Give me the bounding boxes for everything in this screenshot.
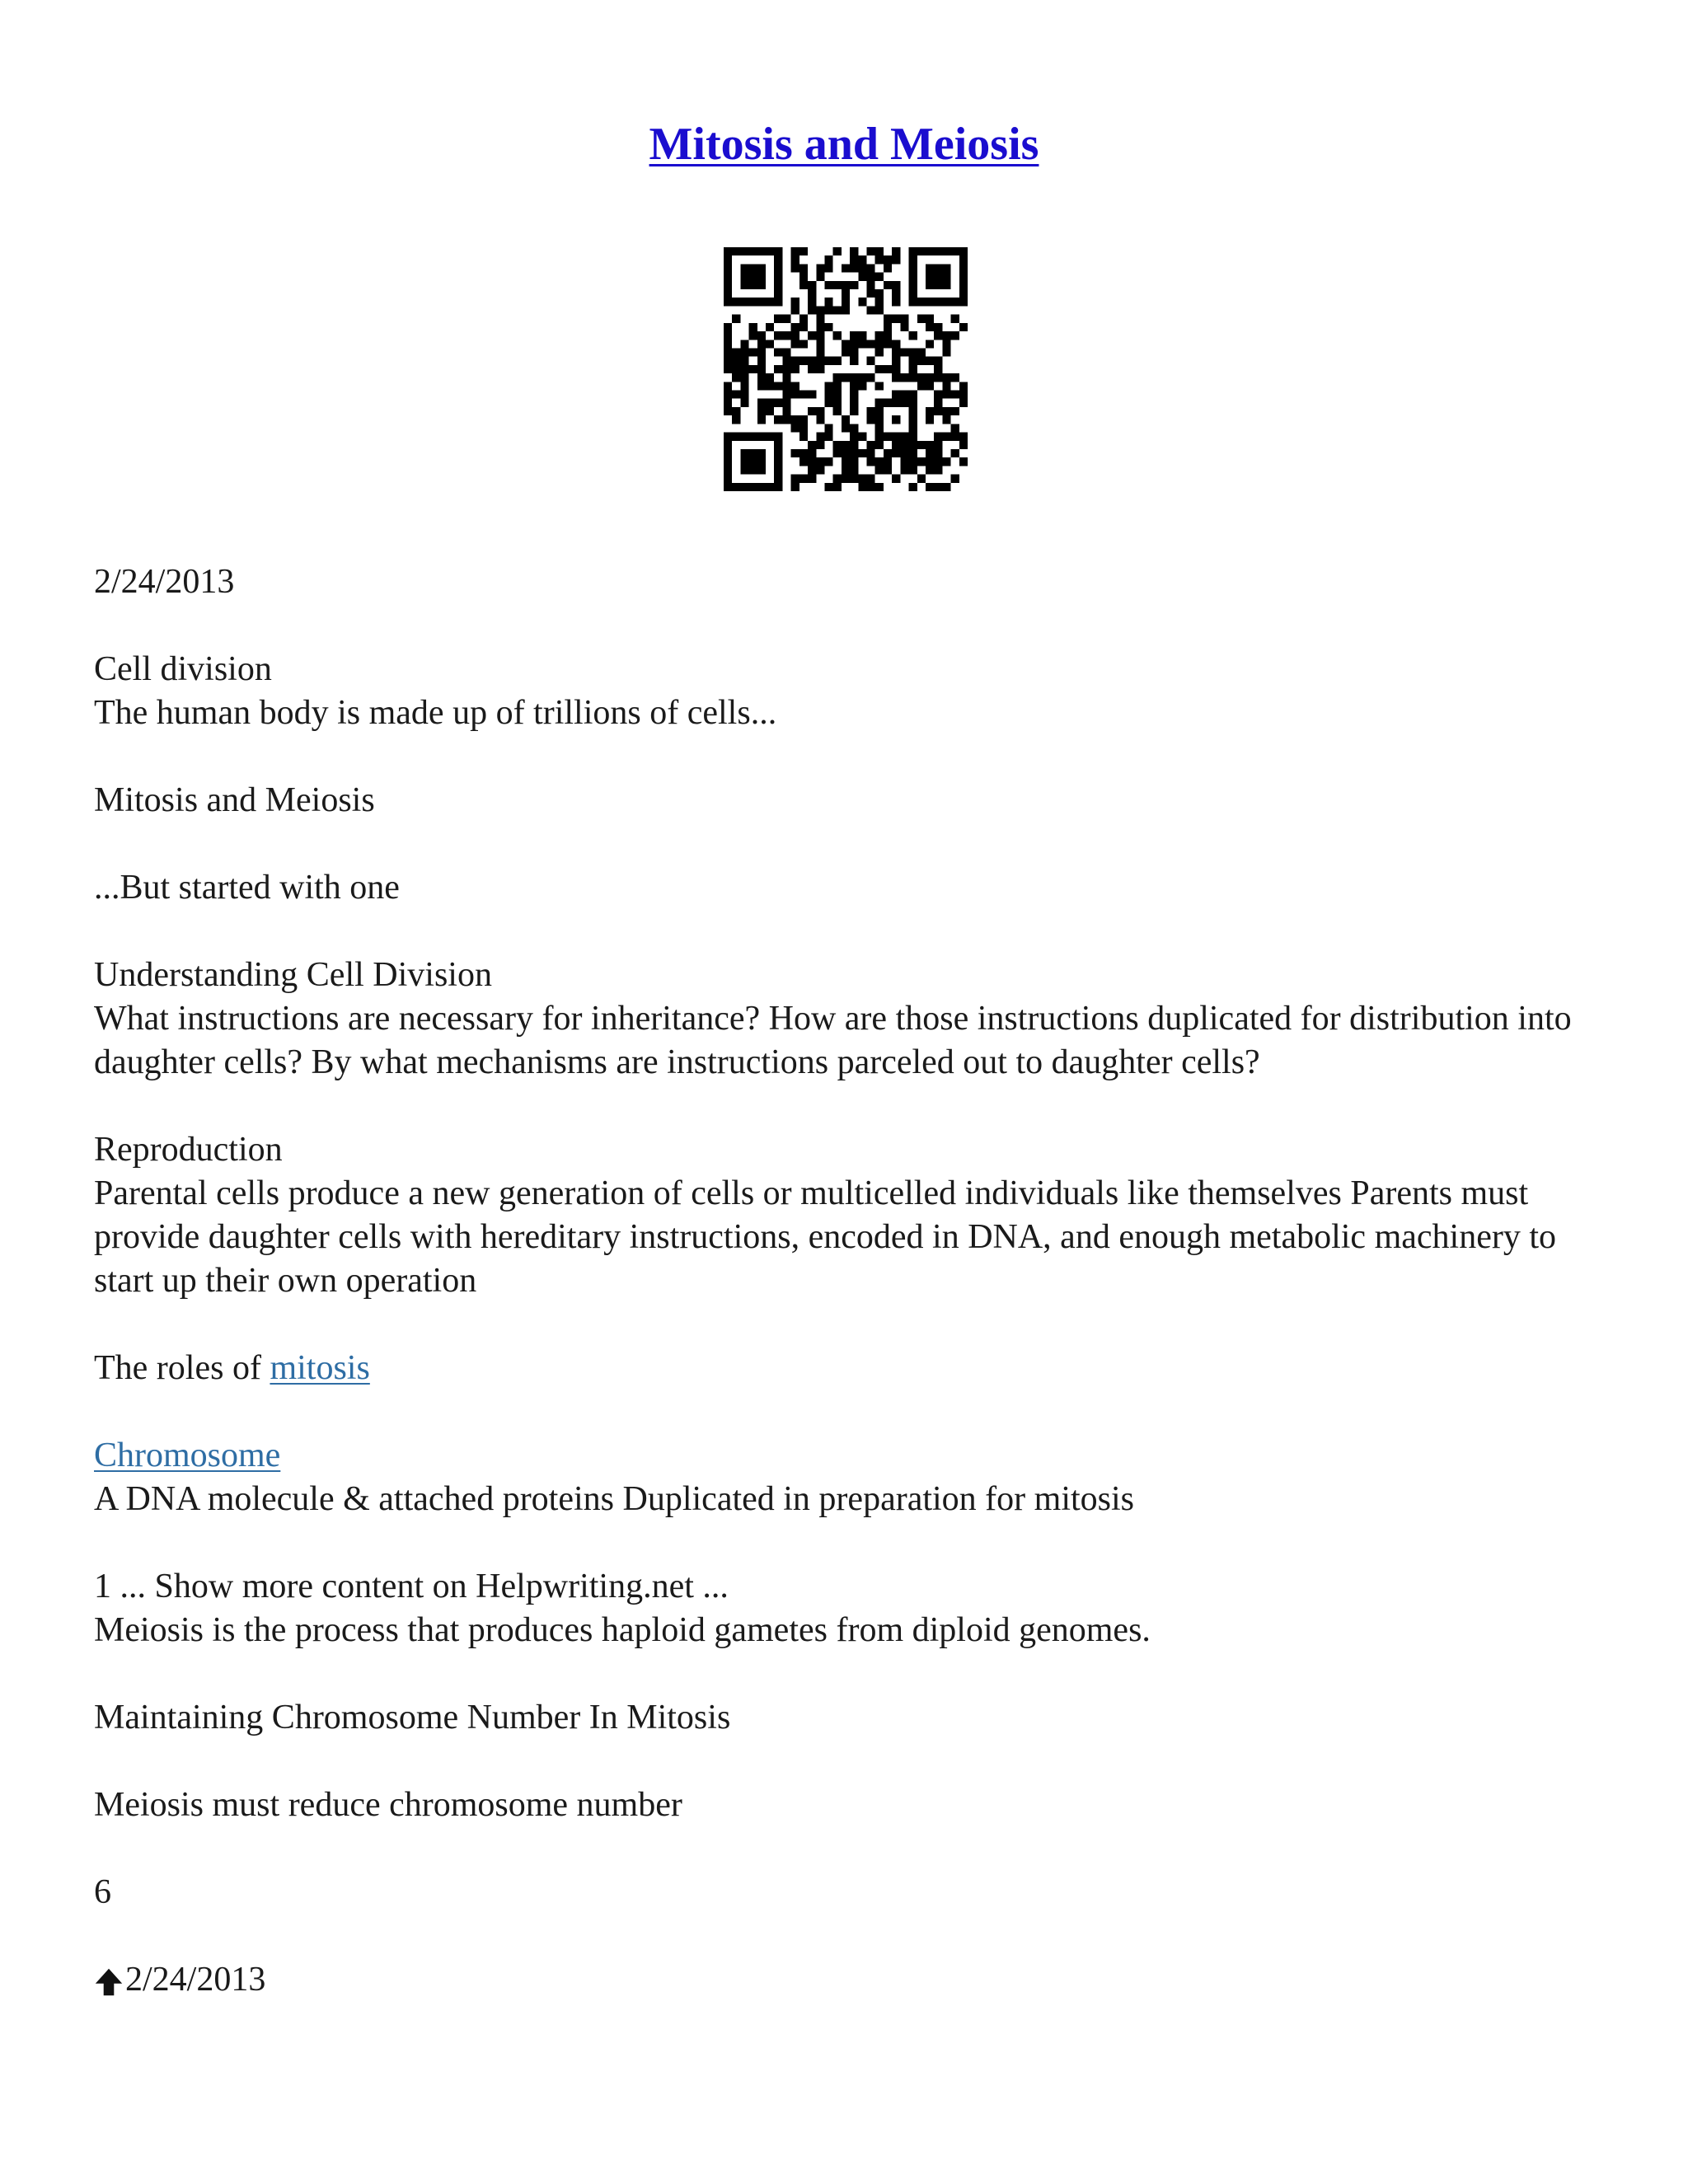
meiosis-reduce: Meiosis must reduce chromosome number [94, 1786, 682, 1824]
chromosome-text: A DNA molecule & attached proteins Duplicated in preparation for mitosis [94, 1480, 1135, 1518]
maintaining-heading: Maintaining Chromosome Number In Mitosis [94, 1699, 731, 1736]
title-link[interactable]: Mitosis and Meiosis [649, 119, 1039, 170]
document-date: 2/24/2013 [94, 563, 235, 601]
roles-line [94, 1347, 1602, 1390]
mitosis-meiosis-heading: Mitosis and Meiosis [94, 781, 375, 819]
page-title [0, 115, 1688, 173]
page-number: 6 [94, 1873, 111, 1911]
footer-date-wrap [94, 1958, 265, 2002]
show-more-text: 1 ... Show more content on Helpwriting.net ... [94, 1568, 729, 1605]
understanding-text: What instructions are necessary for inheritance? How are those instructions duplicated for distribution into daughter cells? By what mechanisms are instructions parceled out to daughter cells? [94, 1000, 1572, 1081]
footer-line [94, 1958, 1602, 2007]
understanding-block [94, 954, 1602, 1085]
qr-code-icon [724, 247, 968, 491]
show-more-block [94, 1565, 1602, 1652]
reproduction-block [94, 1128, 1602, 1303]
started-with-one: ...But started with one [94, 869, 400, 907]
chromosome-block [94, 1434, 1602, 1521]
cell-division-text: The human body is made up of trillions of cells... [94, 694, 777, 732]
mitosis-link[interactable]: mitosis [270, 1349, 370, 1387]
meiosis-text: Meiosis is the process that produces haploid gametes from diploid genomes. [94, 1611, 1151, 1649]
chromosome-link[interactable]: Chromosome [94, 1436, 281, 1474]
footer-date: 2/24/2013 [125, 1961, 266, 1999]
up-arrow-icon [94, 1967, 124, 1997]
understanding-heading: Understanding Cell Division [94, 956, 492, 994]
reproduction-heading: Reproduction [94, 1131, 283, 1169]
cell-division-heading: Cell division [94, 650, 272, 688]
document-body [94, 560, 1602, 2050]
reproduction-text: Parental cells produce a new generation of cells or multicelled individuals like themselves Parents must provide daughter cells with hereditary instructions, encoded in DNA, and enough metabolic machinery to start up their own operation [94, 1174, 1556, 1300]
cell-division-block [94, 648, 1602, 735]
roles-prefix: The roles of [94, 1349, 270, 1387]
